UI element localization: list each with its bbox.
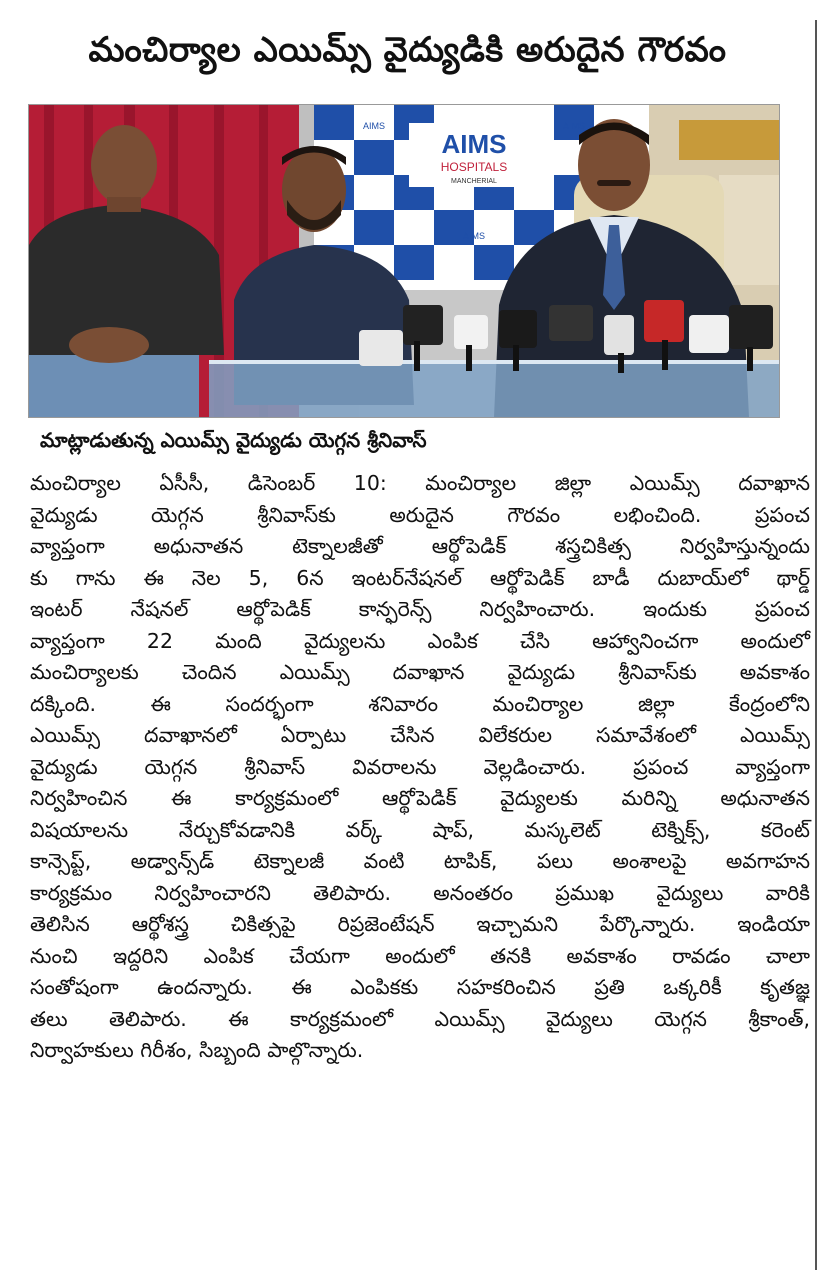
banner-tile-label-2: AIMS — [562, 121, 586, 131]
article-line: సంతోషంగా ఉందన్నారు. ఈ ఎంపికకు సహకరించిన ప్రతి ఒక్కరికీ కృతజ్ఞ — [30, 975, 810, 999]
press-meet-photo — [29, 105, 779, 417]
article-line: మంచిర్యాలకు చెందిన ఎయిమ్స్ దవాఖాన వైద్యుడు శ్రీనివాస్‌కు అవకాశం — [30, 660, 810, 684]
article-line: వ్యాప్తంగా అధునాతన టెక్నాలజీతో ఆర్థోపెడిక్ శస్త్రచికిత్స నిర్వహిస్తున్నందు — [30, 534, 810, 558]
banner-title: AIMS — [441, 129, 507, 159]
article-line: మంచిర్యాల ఏసీసీ, డిసెంబర్ 10: మంచిర్యాల జిల్లా ఎయిమ్స్ దవాఖాన — [30, 471, 810, 495]
article-line: వ్యాప్తంగా 22 మంది వైద్యులను ఎంపిక చేసి ఆహ్వానించగా అందులో — [30, 628, 810, 653]
article-line: తెలిసిన ఆర్థోశస్త్ర చికిత్సపై రిప్రజెంటేషన్ ఇచ్చామని పేర్కొన్నారు. ఇండియా — [30, 912, 810, 936]
article-line: విషయాలను నేర్చుకోవడానికి వర్క్ షాప్, మస్కలెట్ టెక్నిక్స్, కరెంట్ — [30, 817, 810, 842]
news-photo — [28, 104, 780, 418]
article-line: నిర్వాహకులు గిరీశం, సిబ్బంది పాల్గొన్నారు. — [30, 1038, 364, 1062]
article-line: నిర్వహించిన ఈ కార్యక్రమంలో ఆర్థోపెడిక్ వైద్యులకు మరిన్ని అధునాతన — [30, 786, 810, 810]
column-rule — [815, 20, 817, 1270]
banner-subtitle: HOSPITALS — [440, 160, 508, 174]
headline: మంచిర్యాల ఎయిమ్స్ వైద్యుడికి అరుదైన గౌరవం — [88, 30, 727, 70]
article-line: కార్యక్రమం నిర్వహించారని తెలిపారు. అనంతరం ప్రముఖ వైద్యులు వారికి — [30, 880, 810, 905]
article-line: ఎయిమ్స్ దవాఖానలో ఏర్పాటు చేసిన విలేకరుల సమావేశంలో ఎయిమ్స్ — [30, 723, 810, 747]
article-line: నుంచి ఇద్దరిని ఎంపిక చేయగా అందులో తనకి అవకాశం రావడం చాలా — [30, 943, 810, 968]
article-line: దక్కింది. ఈ సందర్భంగా శనివారం మంచిర్యాల జిల్లా కేంద్రంలోని — [30, 691, 810, 716]
banner-tile-label: AIMS — [362, 121, 386, 131]
photo-caption: మాట్లాడుతున్న ఎయిమ్స్ వైద్యుడు యెగ్గన శ్రీనివాస్ — [40, 428, 427, 452]
article-line: వైద్యుడు యెగ్గన శ్రీనివాస్‌కు అరుదైన గౌరవం లభించింది. ప్రపంచ — [30, 502, 810, 527]
article-line: కు గాను ఈ నెల 5, 6న ఇంటర్‌నేషనల్ ఆర్థోపెడిక్ బాడీ దుబాయ్‌లో థార్డ్ — [30, 565, 810, 590]
article-line: ఇంటర్ నేషనల్ ఆర్థోపెడిక్ కాన్ఫరెన్స్ నిర్వహించారు. ఇందుకు ప్రపంచ — [30, 597, 810, 621]
banner-city: MANCHERIAL — [451, 178, 497, 185]
article-body — [30, 468, 810, 1067]
article-line: వైద్యుడు యెగ్గన శ్రీనివాస్ వివరాలను వెల్లడించారు. ప్రపంచ వ్యాప్తంగా — [30, 754, 810, 779]
article-line: తలు తెలిపారు. ఈ కార్యక్రమంలో ఎయిమ్స్ వైద్యులు యెగ్గన శ్రీకాంత్, — [30, 1006, 810, 1031]
article-line: కాన్సెప్ట్, అడ్వాన్స్‌డ్ టెక్నాలజీ వంటి టాపిక్, పలు అంశాలపై అవగాహన — [30, 849, 810, 873]
banner-tile-label-3: AIMS — [462, 231, 486, 241]
